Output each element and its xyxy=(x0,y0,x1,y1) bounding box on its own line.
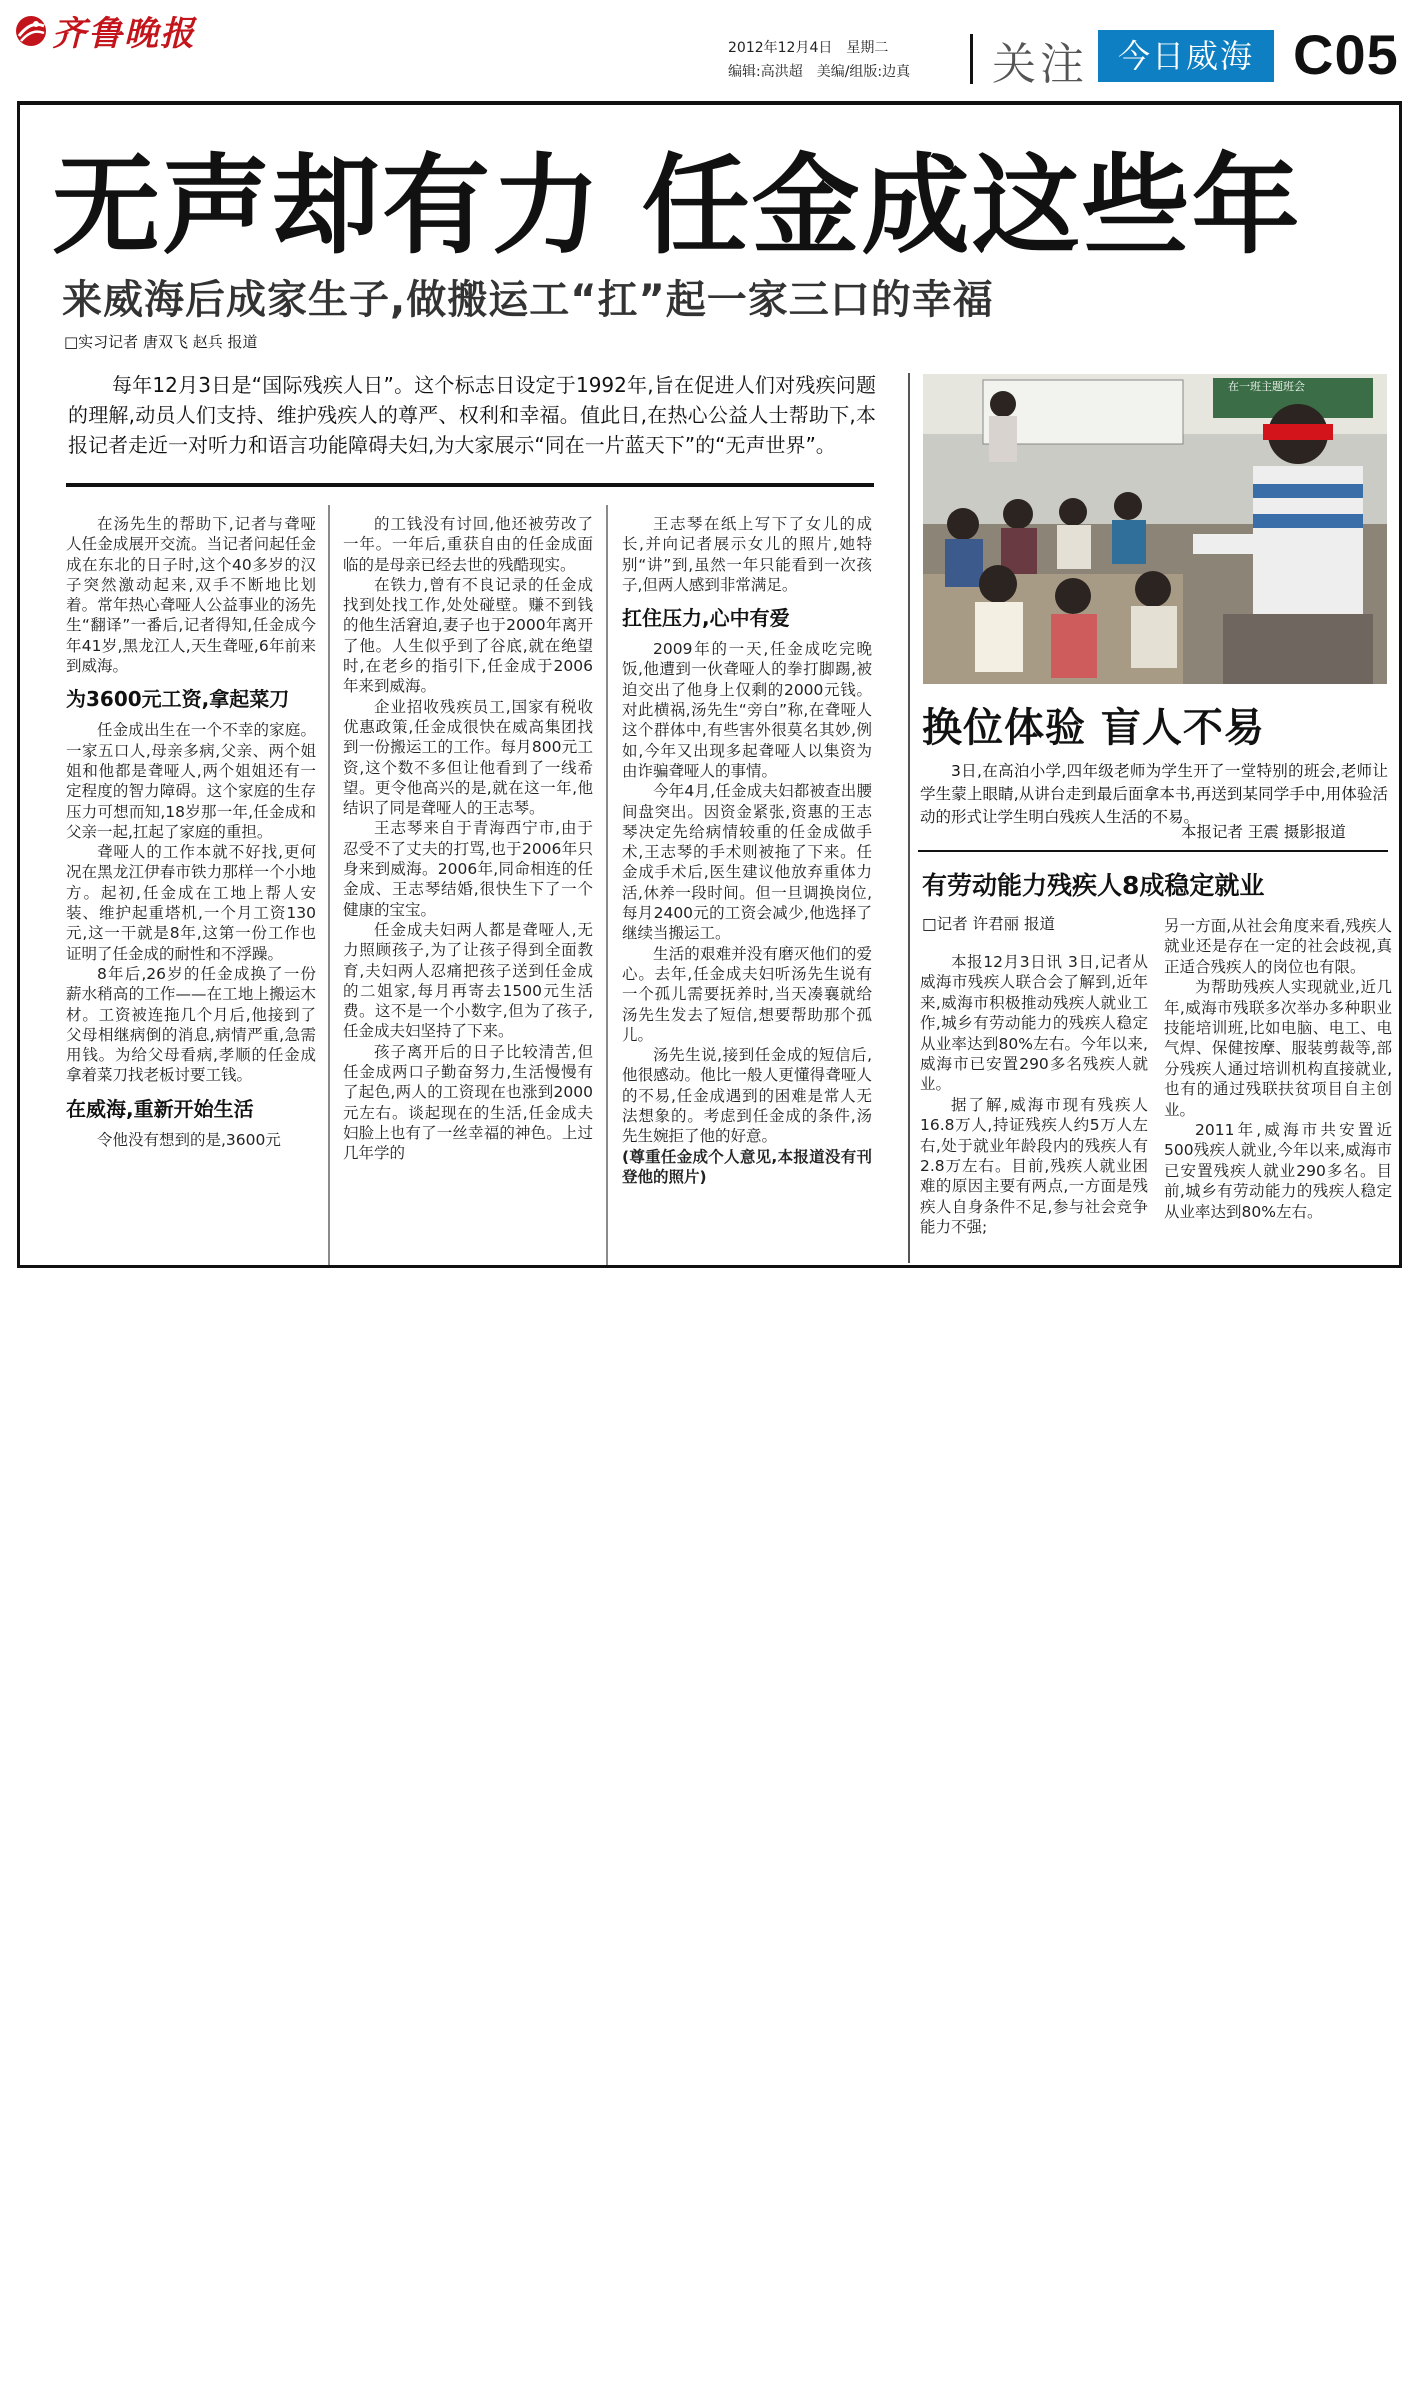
page-number: C05 xyxy=(1293,23,1399,86)
lead-divider xyxy=(66,483,874,487)
issue-weekday: 星期二 xyxy=(846,40,889,56)
paper-name: 齐鲁晚报 xyxy=(52,14,196,54)
issue-meta xyxy=(728,36,910,84)
editor-note: (尊重任金成个人意见,本报道没有刊登他的照片) xyxy=(622,1147,872,1186)
paragraph: 任金成出生在一个不幸的家庭。一家五口人,母亲多病,父亲、两个姐姐和他都是聋哑人,两个姐姐还有一定程度的智力障碍。这个家庭的生存压力可想而知,18岁那一年,任金成和父亲一起,扛起了家庭的重担。 xyxy=(66,721,316,841)
paragraph: 任金成夫妇两人都是聋哑人,无力照顾孩子,为了让孩子得到全面教育,夫妇两人忍痛把孩子送到任金成的二姐家,每月再寄去1500元生活费。这不是一个小数字,但为了孩子,任金成夫妇坚持了下来。 xyxy=(343,920,593,1041)
section-heading: 为3600元工资,拿起菜刀 xyxy=(66,687,290,712)
sidebar-article-byline: □记者 许君丽 报道 xyxy=(922,915,1055,933)
paragraph: 的工钱没有讨回,他还被劳改了一年。一年后,重获自由的任金成面临的是母亲已经去世的残酷现实。 xyxy=(343,515,593,574)
paragraph: 王志琴在纸上写下了女儿的成长,并向记者展示女儿的照片,她特别“讲”到,虽然一年只能看到一次孩子,但两人感到非常满足。 xyxy=(622,515,872,594)
section-word: 关注 xyxy=(992,39,1088,90)
paragraph: 聋哑人的工作本就不好找,更何况在黑龙江伊春市铁力那样一个小地方。起初,任金成在工地上帮人安装、维护起重塔机,一个月工资130元,这一干就是8年,这第一份工作也证明了任金成的耐性和不浮躁。 xyxy=(66,843,316,963)
article-lead: 每年12月3日是“国际残疾人日”。这个标志日设定于1992年,旨在促进人们对残疾问题的理解,动员人们支持、维护残疾人的尊严、权利和幸福。值此日,在热心公益人士帮助下,本报记者走近一对听力和语言功能障碍夫妇,为大家展示“同在一片蓝天下”的“无声世界”。 xyxy=(68,373,876,457)
paragraph: 在汤先生的帮助下,记者与聋哑人任金成展开交流。当记者问起任金成在东北的日子时,这个40多岁的汉子突然激动起来,双手不断地比划着。常年热心聋哑人公益事业的汤先生“翻译”一番后,记者得知,任金成今年41岁,黑龙江人,天生聋哑,6年前来到威海。 xyxy=(66,515,316,676)
classroom-photo xyxy=(923,374,1387,684)
paragraph: 2011年,威海市共安置近500残疾人就业,今年以来,威海市已安置残疾人就业290多名。目前,城乡有劳动能力的残疾人稳定从业率达到80%左右。 xyxy=(1164,1121,1392,1221)
paragraph: 生活的艰难并没有磨灭他们的爱心。去年,任金成夫妇听汤先生说有一个孤儿需要抚养时,当天凑襄就给汤先生发去了短信,想要帮助那个孤儿。 xyxy=(622,944,872,1044)
section-divider xyxy=(908,373,910,1263)
paragraph: 企业招收残疾员工,国家有税收优惠政策,任金成很快在威高集团找到一份搬运工的工作。每月800元工资,这个数不多但让他看到了一线希望。更令他高兴的是,就在这一年,他结识了同是聋哑人的王志琴。 xyxy=(343,697,593,818)
paragraph: 令他没有想到的是,3600元 xyxy=(97,1130,281,1149)
paragraph: 8年后,26岁的任金成换了一份薪水稍高的工作——在工地上搬运木材。工资被连拖几个月后,他接到了父母相继病倒的消息,病情严重,急需用钱。为给父母看病,孝顺的任金成拿着菜刀找老板讨要工钱。 xyxy=(66,964,316,1085)
sidebar-article-title: 有劳动能力残疾人8成稳定就业 xyxy=(922,871,1265,900)
article-column-2 xyxy=(343,514,593,1254)
article-headline: 无声却有力 任金成这些年 xyxy=(52,144,1302,269)
sunburst-logo-icon xyxy=(14,14,48,48)
section-heading: 扛住压力,心中有爱 xyxy=(622,606,790,631)
newspaper-logo xyxy=(14,6,196,55)
section-name-badge: 今日威海 xyxy=(1098,30,1274,82)
paragraph: 据了解,威海市现有残疾人16.8万人,持证残疾人约5万人左右,处于就业年龄段内的残疾人有2.8万左右。目前,残疾人就业困难的原因主要有两点,一方面是残疾人自身条件不足,参与社会竞争能力不强; xyxy=(920,1095,1148,1237)
issue-date: 2012年12月4日 xyxy=(728,40,833,56)
article-byline: □实习记者 唐双飞 赵兵 报道 xyxy=(64,333,258,351)
paragraph: 在铁力,曾有不良记录的任金成找到处找工作,处处碰壁。赚不到钱的他生活窘迫,妻子也于2000年离开了他。人生似乎到了谷底,就在绝望时,在老乡的指引下,任金成于2006年来到威海。 xyxy=(343,575,593,696)
photo-caption: 3日,在高泊小学,四年级老师为学生开了一堂特别的班会,老师让学生蒙上眼睛,从讲台走到最后面拿本书,再送到某同学手中,用体验活动的形式让学生明白残疾人生活的不易。 xyxy=(920,762,1388,826)
sidebar-column-2 xyxy=(1164,916,1392,1252)
page-masthead xyxy=(0,0,1417,96)
paragraph: 为帮助残疾人实现就业,近几年,威海市残联多次举办多种职业技能培训班,比如电脑、电工、电气焊、保健按摩、服装剪裁等,部分残疾人通过培训机构直接就业,也有的通过残联扶贫项目自主创业。 xyxy=(1164,978,1392,1119)
paragraph: 王志琴来自于青海西宁市,由于忍受不了丈夫的打骂,也于2006年只身来到威海。2006年,同命相连的任金成、王志琴结婚,很快生下了一个健康的宝宝。 xyxy=(343,819,593,919)
paragraph: 2009年的一天,任金成吃完晚饭,他遭到一伙聋哑人的拳打脚踢,被迫交出了他身上仅剩的2000元钱。对此横祸,汤先生“旁白”称,在聋哑人这个群体中,有些害外很莫名其妙,例如,今年又出现多起聋哑人以集资为由诈骗聋哑人的事情。 xyxy=(622,640,872,780)
paragraph: 另一方面,从社会角度来看,残疾人就业还是存在一定的社会歧视,真正适合残疾人的岗位也有限。 xyxy=(1164,917,1392,976)
paragraph: 汤先生说,接到任金成的短信后,他很感动。他比一般人更懂得聋哑人的不易,任金成遇到的困难是常人无法想象的。考虑到任金成的条件,汤先生婉拒了他的好意。 xyxy=(622,1046,872,1146)
article-column-1 xyxy=(66,514,316,1254)
editor-credit: 编辑:高洪超 xyxy=(728,64,803,80)
article-subheadline: 来威海后成家生子,做搬运工“扛”起一家三口的幸福 xyxy=(62,277,994,323)
section-heading: 在威海,重新开始生活 xyxy=(66,1096,254,1121)
header-divider xyxy=(970,34,973,84)
paragraph: 孩子离开后的日子比较清苦,但任金成两口子勤奋努力,生活慢慢有了起色,两人的工资现在也涨到2000元左右。谈起现在的生活,任金成夫妇脸上也有了一丝幸福的神色。上过几年学的 xyxy=(343,1042,593,1163)
photo-banner: 在一班主题班会 xyxy=(1228,380,1305,393)
sidebar-column-1 xyxy=(920,952,1148,1252)
paragraph: 本报12月3日讯 3日,记者从威海市残疾人联合会了解到,近年来,威海市积极推动残疾人就业工作,城乡有劳动能力的残疾人稳定从业率达到80%左右。今年以来,威海市已安置290多名残疾人就业。 xyxy=(920,953,1148,1094)
article-column-3 xyxy=(622,514,872,1254)
photo-credit: 本报记者 王震 摄影报道 xyxy=(1181,823,1346,841)
sidebar-divider xyxy=(918,850,1388,852)
column-divider xyxy=(328,505,330,1265)
photo-story-title: 换位体验 盲人不易 xyxy=(922,705,1265,751)
column-divider xyxy=(606,505,608,1265)
paragraph: 今年4月,任金成夫妇都被查出腰间盘突出。因资金紧张,资惠的王志琴决定先给病情较重的任金成做手术,王志琴的手术则被拖了下来。任金成手术后,医生建议他放弃重体力活,休养一段时间。但一旦调换岗位,每月2400元的工资会减少,他选择了继续当搬运工。 xyxy=(622,782,872,943)
designer-credit: 美编/组版:边真 xyxy=(816,64,911,80)
